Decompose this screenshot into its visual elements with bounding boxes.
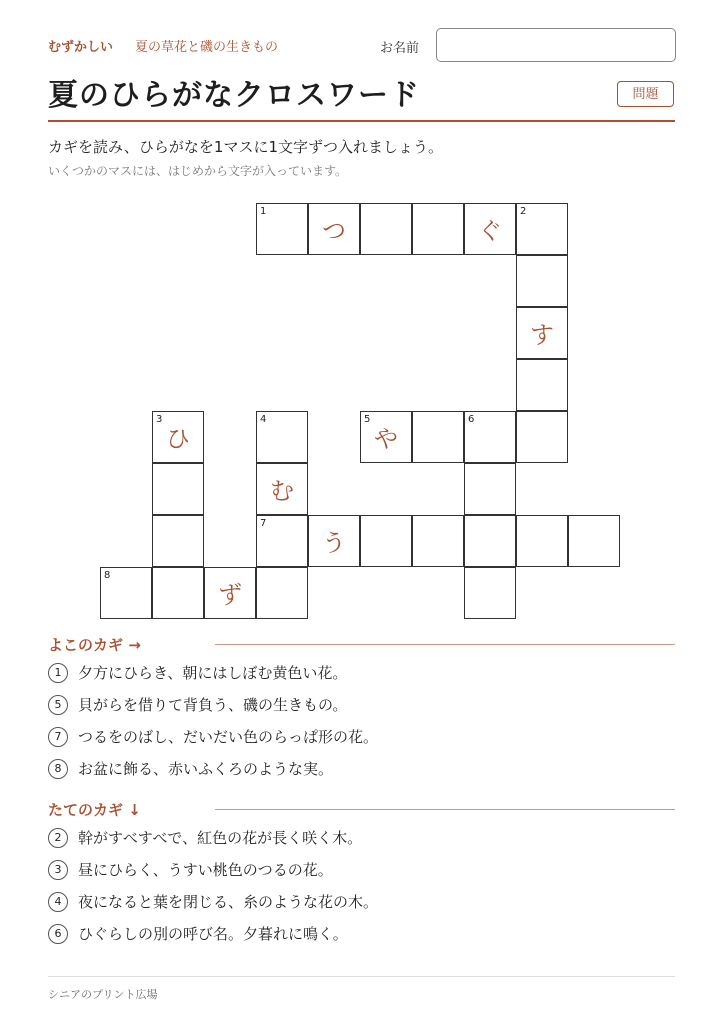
across-divider: [215, 644, 675, 645]
clue-number-circle: 2: [48, 828, 68, 848]
grid-cell[interactable]: [152, 567, 204, 619]
down-clue: [48, 923, 348, 947]
grid-cell[interactable]: [464, 411, 516, 463]
across-clue: [48, 758, 333, 782]
grid-cell[interactable]: [100, 567, 152, 619]
down-clue: [48, 827, 362, 851]
theme-subtitle: 夏の草花と磯の生きもの: [135, 40, 279, 55]
grid-cell[interactable]: [412, 203, 464, 255]
grid-cell[interactable]: [256, 515, 308, 567]
across-clue: [48, 662, 347, 686]
clue-number-circle: 4: [48, 892, 68, 912]
grid-cell[interactable]: [412, 515, 464, 567]
grid-cell[interactable]: [516, 255, 568, 307]
clue-number-circle: 6: [48, 924, 68, 944]
grid-cell[interactable]: [360, 515, 412, 567]
clue-number-circle: 3: [48, 860, 68, 880]
down-heading: たてのカギ ↓: [48, 801, 141, 819]
problem-badge: 問題: [617, 81, 674, 107]
grid-cell[interactable]: [152, 515, 204, 567]
grid-cell[interactable]: [152, 411, 204, 463]
clue-number: 8: [104, 570, 111, 581]
grid-cell[interactable]: [464, 463, 516, 515]
clue-text: ひぐらしの別の呼び名。夕暮れに鳴く。: [78, 925, 348, 943]
grid-cell[interactable]: [308, 203, 360, 255]
name-field[interactable]: [436, 28, 676, 62]
grid-cell[interactable]: [256, 463, 308, 515]
clue-text: 貝がらを借りて背負う、磯の生きもの。: [78, 696, 348, 714]
clue-number-circle: 7: [48, 727, 68, 747]
given-letter: ぐ: [478, 217, 502, 245]
footer-site-name: シニアのプリント広場: [48, 988, 158, 1001]
clue-number: 3: [156, 414, 163, 425]
grid-cell[interactable]: [464, 203, 516, 255]
grid-cell[interactable]: [204, 567, 256, 619]
given-letter: や: [374, 425, 398, 453]
grid-cell[interactable]: [256, 203, 308, 255]
footer-divider: [48, 976, 675, 977]
grid-cell[interactable]: [412, 411, 464, 463]
across-clue: [48, 726, 378, 750]
clue-text: つるをのばし、だいだい色のらっぱ形の花。: [78, 728, 379, 746]
grid-cell[interactable]: [516, 359, 568, 411]
clue-number-circle: 1: [48, 663, 68, 683]
grid-cell[interactable]: [360, 411, 412, 463]
clue-text: お盆に飾る、赤いふくろのような実。: [78, 760, 334, 778]
given-letter: す: [530, 321, 554, 349]
title-divider: [48, 120, 675, 122]
clue-number: 1: [260, 206, 267, 217]
clue-number: 4: [260, 414, 267, 425]
across-heading: よこのカギ →: [48, 636, 141, 654]
instruction-note: いくつかのマスには、はじめから文字が入っています。: [48, 164, 348, 178]
grid-cell[interactable]: [308, 515, 360, 567]
grid-cell[interactable]: [256, 411, 308, 463]
difficulty-label: むずかしい: [48, 40, 114, 55]
grid-cell[interactable]: [152, 463, 204, 515]
down-clue: [48, 891, 378, 915]
instruction-main: カギを読み、ひらがなを1マスに1文字ずつ入れましょう。: [48, 138, 443, 156]
grid-cell[interactable]: [516, 307, 568, 359]
given-letter: ひ: [166, 425, 190, 453]
clue-number: 6: [468, 414, 475, 425]
clue-number-circle: 8: [48, 759, 68, 779]
clue-text: 幹がすべすべで、紅色の花が長く咲く木。: [78, 829, 363, 847]
given-letter: む: [270, 477, 294, 505]
grid-cell[interactable]: [464, 515, 516, 567]
page-title: 夏のひらがなクロスワード: [48, 78, 420, 113]
across-clue: [48, 694, 347, 718]
grid-cell[interactable]: [516, 515, 568, 567]
grid-cell[interactable]: [464, 567, 516, 619]
clue-number: 5: [364, 414, 371, 425]
grid-cell[interactable]: [360, 203, 412, 255]
grid-cell[interactable]: [516, 411, 568, 463]
clue-number: 2: [520, 206, 527, 217]
clue-text: 夜になると葉を閉じる、糸のような花の木。: [78, 893, 379, 911]
given-letter: ず: [218, 581, 242, 609]
given-letter: う: [322, 529, 346, 557]
given-letter: つ: [322, 217, 346, 245]
grid-cell[interactable]: [516, 203, 568, 255]
grid-cell[interactable]: [568, 515, 620, 567]
clue-text: 夕方にひらき、朝にはしぼむ黄色い花。: [78, 664, 348, 682]
clue-number: 7: [260, 518, 267, 529]
grid-cell[interactable]: [256, 567, 308, 619]
name-label: お名前: [380, 41, 420, 56]
clue-text: 昼にひらく、うすい桃色のつるの花。: [78, 861, 333, 879]
down-divider: [215, 809, 675, 810]
clue-number-circle: 5: [48, 695, 68, 715]
down-clue: [48, 859, 333, 883]
